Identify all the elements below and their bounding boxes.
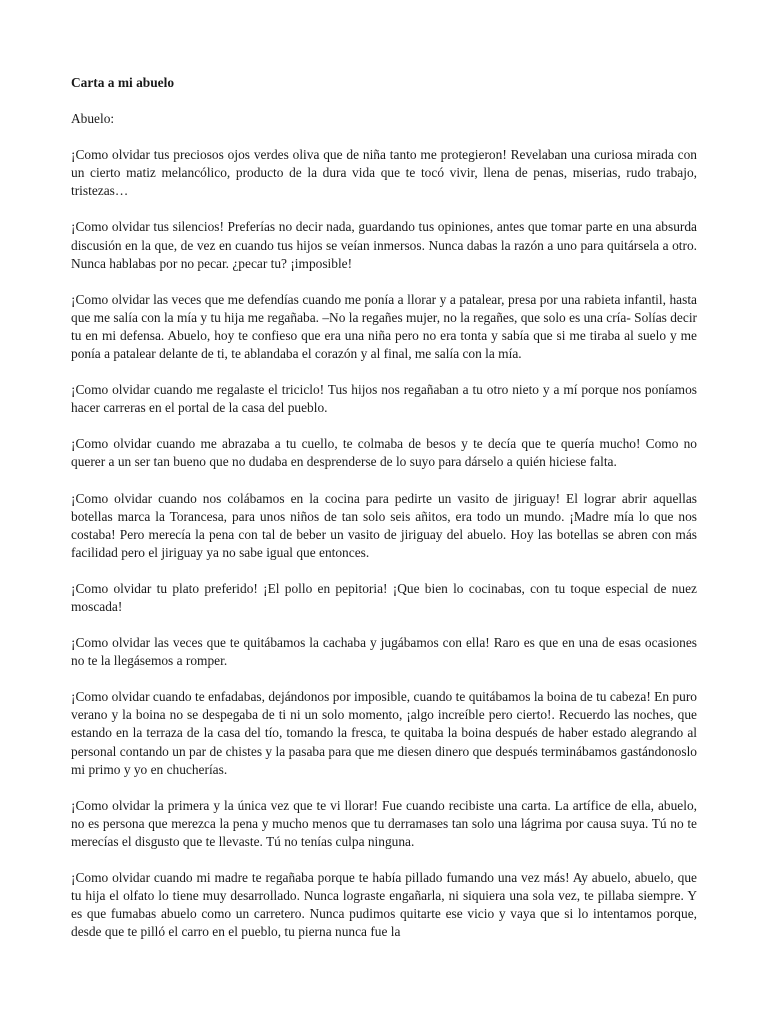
paragraph: ¡Como olvidar tu plato preferido! ¡El pollo en pepitoria! ¡Que bien lo cocinabas, con tu toque especial de nuez moscada! [71,580,697,614]
paragraph: ¡Como olvidar cuando nos colábamos en la cocina para pedirte un vasito de jiriguay! El lograr abrir aquellas botellas marca la Torancesa, para unos niños de tan solo seis añitos, era todo un mundo. ¡Madre mía lo que nos costaba! Pero merecía la pena con tal de beber un vasito de jiriguay del abuelo. Hoy las botellas se abren con más facilidad pero el jiriguay ya no sabe igual que entonces. [71,490,697,560]
document-title: Carta a mi abuelo [71,75,175,90]
paragraph: ¡Como olvidar las veces que me defendías cuando me ponía a llorar y a patalear, presa por una rabieta infantil, hasta que me salía con la mía y tu hija me regañaba. –No la regañes mujer, no la regañes, que solo es una cría- Solías decir tu en mi defensa. Abuelo, hoy te confieso que era una niña pero no era tonta y sabía que si me tiraba al suelo y me ponía a patalear delante de ti, te ablandaba el corazón y al final, me salía con la mía. [71,291,697,362]
paragraph: ¡Como olvidar tus silencios! Preferías no decir nada, guardando tus opiniones, antes que tomar parte en una absurda discusión en la que, de vez en cuando tus hijos se veían inmersos. Nunca dabas la razón a uno para quitársela a otro. Nunca hablabas por no pecar. ¿pecar tu? ¡imposible! [71,219,697,271]
paragraph: ¡Como olvidar cuando te enfadabas, dejándonos por imposible, cuando te quitábamos la boina de tu cabeza! En puro verano y la boina no se despegaba de ti ni un solo momento, ¡algo increíble pero cierto!. Recuerdo las noches, que estando en la terraza de la casa del tío, tomando la fresca, te quitaba la boina después de haber estado alegrando al personal contando un par de chistes y la pasaba para que me diesen dinero que después terminábamos gastándonoslo mi primo y yo en chucherías. [71,689,697,777]
paragraph: ¡Como olvidar tus preciosos ojos verdes oliva que de niña tanto me protegieron! Revelaban una curiosa mirada con un cierto matiz melancólico, producto de la dura vida que te tocó vivir, llena de penas, miserias, rudo trabajo, tristezas… [71,147,697,199]
salutation: Abuelo: [71,111,115,127]
paragraph: ¡Como olvidar la primera y la única vez que te vi llorar! Fue cuando recibiste una carta. La artífice de ella, abuelo, no es persona que merezca la pena y mucho menos que tu derramases tan solo una lágrima por causa suya. Tú no te merecías el disgusto que te llevaste. Tú no tenías culpa ninguna. [71,797,697,849]
paragraph: ¡Como olvidar cuando mi madre te regañaba porque te había pillado fumando una vez más! Ay abuelo, abuelo, que tu hija el olfato lo tiene muy desarrollado. Nunca lograste engañarla, ni siquiera una sola vez, te pillaba siempre. Y es que fumabas abuelo como un carretero. Nunca pudimos quitarte ese vicio y vaya que si lo intentamos porque, desde que te pilló el carro en el pueblo, tu pierna nunca fue la [71,870,697,940]
paragraph: ¡Como olvidar las veces que te quitábamos la cachaba y jugábamos con ella! Raro es que en una de esas ocasiones no te la llegásemos a romper. [71,635,697,669]
paragraph: ¡Como olvidar cuando me abrazaba a tu cuello, te colmaba de besos y te decía que te quería mucho! Como no querer a un ser tan bueno que no dudaba en desprenderse de lo suyo para dárselo a quién hiciese falta. [71,436,697,470]
paragraph: ¡Como olvidar cuando me regalaste el triciclo! Tus hijos nos regañaban a tu otro nieto y a mí porque nos poníamos hacer carreras en el portal de la casa del pueblo. [71,382,697,416]
document-page [71,74,697,959]
